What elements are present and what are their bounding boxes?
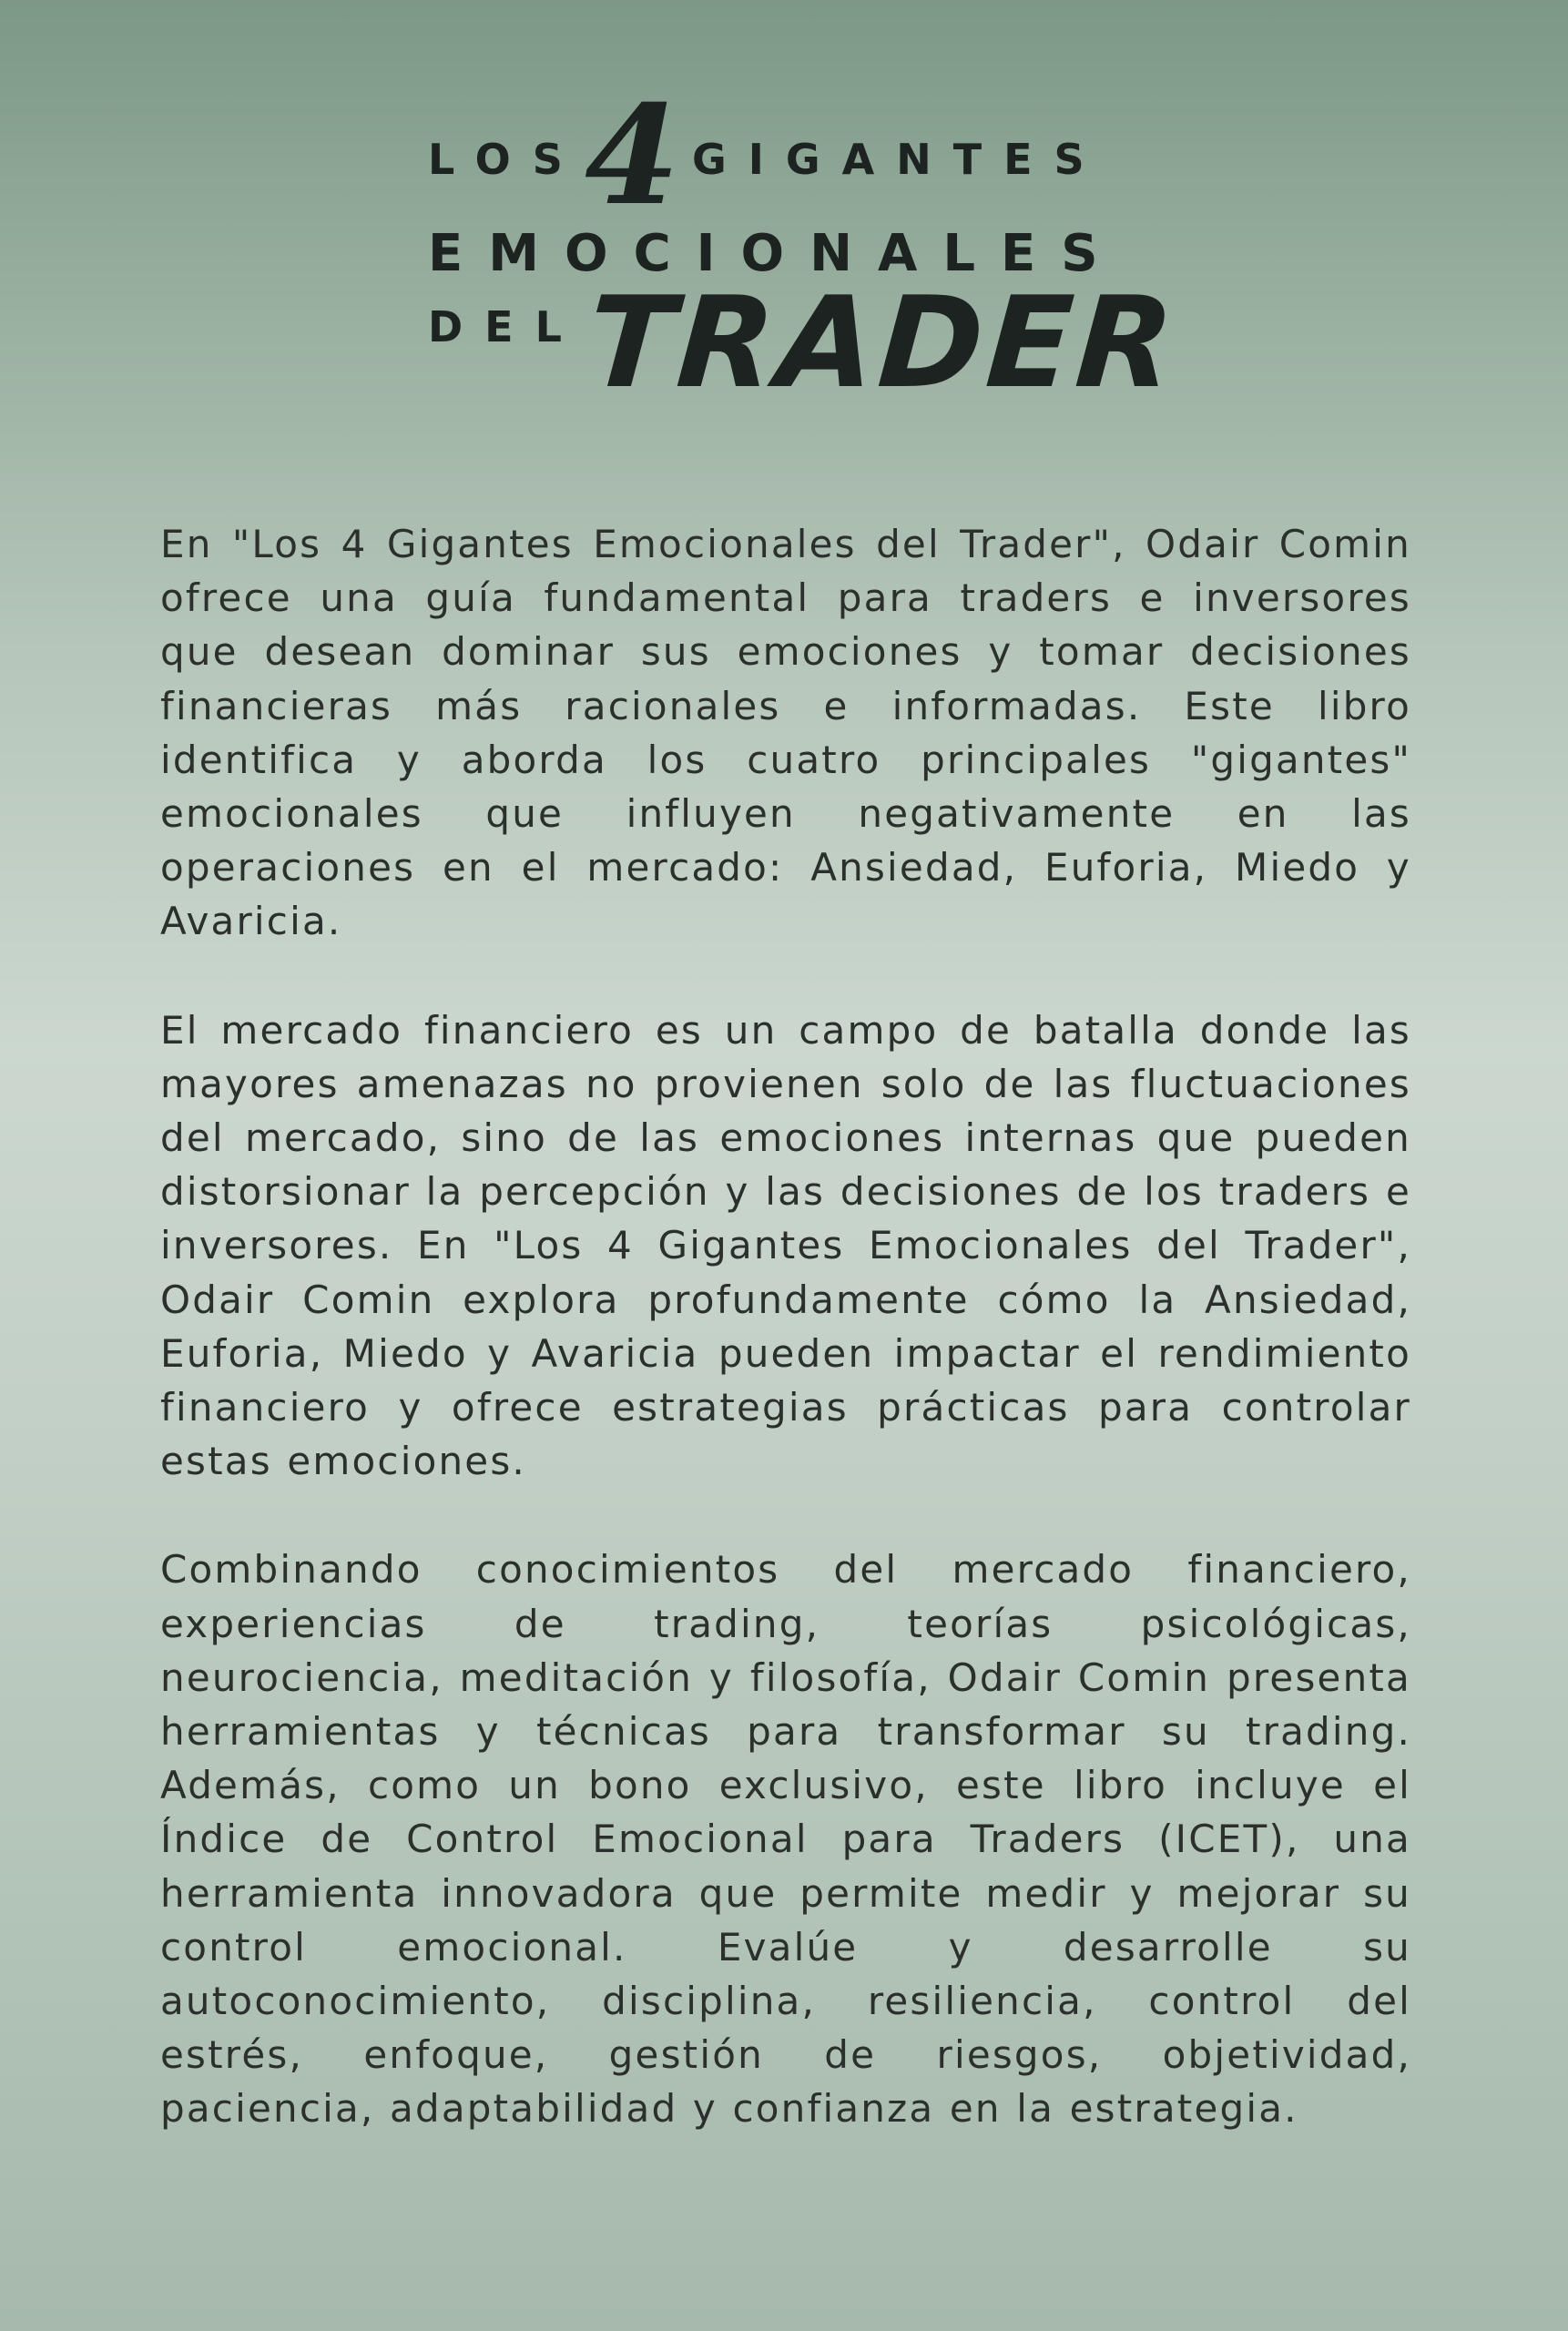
description-paragraph-3: Combinando conocimientos del mercado financiero, experiencias de trading, teorías psicológicas, neurociencia, meditación y filosofía, Odair Comin presenta herramientas y técnicas para transformar su trading. Además, como un bono exclusivo, este libro incluye el Índice de Control Emocional para Traders (ICET), una herramienta innovadora que permite medir y mejorar su control emocional. Evalúe y desarrolle su autoconocimiento, disciplina, resiliencia, control del estrés, enfoque, gestión de riesgos, objetividad, paciencia, adaptabilidad y confianza en la estrategia.: [160, 1547, 1411, 2132]
title-gigantes: GIGANTES: [692, 135, 1106, 184]
title-del: DEL: [428, 302, 584, 351]
description-paragraph-1: En "Los 4 Gigantes Emocionales del Trader", Odair Comin ofrece una guía fundamental para traders e inversores que desean dominar sus emociones y tomar decisiones financieras más racionales e informadas. Este libro identifica y aborda los cuatro principales "gigantes" emocionales que influyen negativamente en las operaciones en el mercado: Ansiedad, Euforia, Miedo y Avaricia.: [160, 522, 1411, 944]
description-paragraph-2: El mercado financiero es un campo de batalla donde las mayores amenazas no provienen solo de las fluctuaciones del mercado, sino de las emociones internas que pueden distorsionar la percepción y las decisiones de los traders e inversores. En "Los 4 Gigantes Emocionales del Trader", Odair Comin explora profundamente cómo la Ansiedad, Euforia, Miedo y Avaricia pueden impactar el rendimiento financiero y ofrece estrategias prácticas para controlar estas emociones.: [160, 1007, 1411, 1484]
book-title: [428, 76, 1182, 433]
title-numeral-four: 4: [585, 76, 680, 236]
title-trader: TRADER: [583, 270, 1182, 416]
title-emocionales: EMOCIONALES: [428, 224, 1124, 283]
book-description: [160, 517, 1411, 2191]
title-los: LOS: [428, 135, 585, 184]
